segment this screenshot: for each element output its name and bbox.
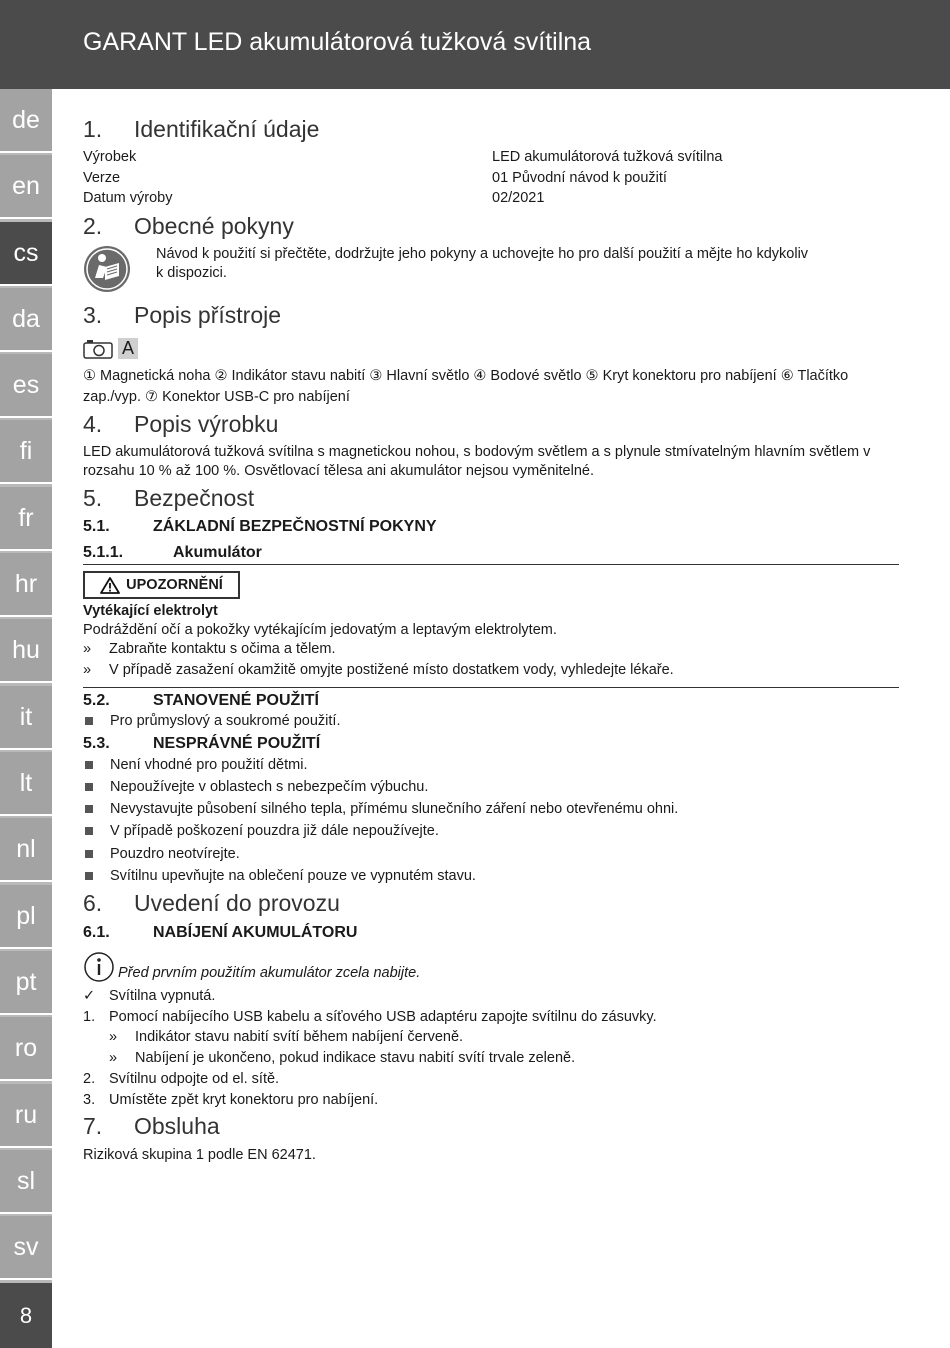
list-item [83, 778, 428, 797]
section-1-heading [83, 116, 319, 143]
warning-heading: Vytékající elektrolyt [83, 603, 218, 619]
subsection-number: 5.1. [83, 518, 110, 535]
subsection-5-1-heading [83, 518, 437, 536]
id-value: 01 Původní návod k použití [492, 170, 667, 186]
general-notes-text: k dispozici. [156, 265, 227, 281]
section-4-heading [83, 411, 278, 438]
step-text: Pomocí nabíjecího USB kabelu a síťového USB adaptéru zapojte svítilnu do zásuvky. [109, 1009, 657, 1025]
section-title: Popis výrobku [134, 411, 279, 437]
warning-label-text: UPOZORNĚNÍ [126, 577, 223, 593]
step-text: Zabraňte kontaktu s očima a tělem. [109, 641, 336, 657]
id-label: Datum výroby [83, 190, 173, 206]
section-number: 3. [83, 302, 103, 328]
section-7-heading [83, 1113, 220, 1140]
list-item [83, 800, 678, 819]
subsection-5-3-heading [83, 735, 320, 753]
id-label: Verze [83, 170, 121, 186]
page-number: 8 [0, 1283, 52, 1348]
product-description: rozsahu 10 % až 100 %. Osvětlovací tělesa ani akumulátor nejsou vyměnitelné. [83, 463, 594, 479]
list-item-text: Svítilnu upevňujte na oblečení pouze ve vypnutém stavu. [110, 868, 476, 884]
check-icon: ✓ [83, 988, 96, 1004]
section-title: Uvedení do provozu [134, 890, 340, 916]
lang-tab-sv[interactable]: sv [0, 1216, 52, 1280]
subsection-title: NESPRÁVNÉ POUŽITÍ [153, 735, 321, 752]
section-title: Popis přístroje [134, 302, 282, 328]
product-description: LED akumulátorová tužková svítilna s magnetickou nohou, s bodovým světlem a s plynule stmívatelným hlavním světlem v [83, 444, 871, 460]
section-3-heading [83, 302, 281, 329]
parts-list: zap./vyp. ⑦ Konektor USB-C pro nabíjení [83, 389, 350, 405]
lang-tab-it[interactable]: it [0, 686, 52, 750]
lang-tab-de[interactable]: de [0, 89, 52, 153]
section-number: 5. [83, 485, 103, 511]
lang-tab-en[interactable]: en [0, 155, 52, 219]
page-header [0, 0, 950, 89]
bullet-icon [85, 872, 93, 880]
subsection-title: Akumulátor [173, 544, 262, 561]
precondition [83, 987, 215, 1006]
lang-tab-da[interactable]: da [0, 288, 52, 352]
section-2-heading [83, 213, 294, 240]
lang-tab-fr[interactable]: fr [0, 487, 52, 551]
subsection-5-2-heading [83, 692, 319, 710]
step [83, 1070, 279, 1089]
step-text: V případě zasažení okamžitě omyjte postižené místo dostatkem vody, vyhledejte lékaře. [109, 662, 674, 678]
lang-tab-pl[interactable]: pl [0, 885, 52, 949]
bullet-icon [85, 783, 93, 791]
bullet-icon [85, 805, 93, 813]
read-manual-icon [83, 245, 131, 293]
bullet-icon [85, 717, 93, 725]
step-marker: » [83, 662, 92, 678]
figure-label: A [118, 338, 138, 359]
lang-tab-hu[interactable]: hu [0, 619, 52, 683]
list-item [83, 867, 476, 886]
id-label: Výrobek [83, 149, 137, 165]
divider [83, 564, 899, 565]
section-number: 7. [83, 1113, 103, 1139]
lang-tab-sl[interactable]: sl [0, 1150, 52, 1214]
section-5-heading [83, 485, 254, 512]
warning-step [83, 640, 335, 659]
lang-tab-es[interactable]: es [0, 354, 52, 418]
warning-text: Podráždění očí a pokožky vytékajícím jedovatým a leptavým elektrolytem. [83, 622, 557, 638]
bullet-icon [85, 827, 93, 835]
list-item [83, 845, 240, 864]
list-item-text: Pouzdro neotvírejte. [110, 846, 240, 862]
step-number: 2. [83, 1071, 96, 1087]
risk-group-text: Riziková skupina 1 podle EN 62471. [83, 1147, 316, 1163]
camera-icon [83, 339, 113, 359]
lang-tab-nl[interactable]: nl [0, 818, 52, 882]
lang-tab-ru[interactable]: ru [0, 1084, 52, 1148]
lang-tab-ro[interactable]: ro [0, 1017, 52, 1081]
result-marker: » [109, 1050, 118, 1066]
id-value: LED akumulátorová tužková svítilna [492, 149, 723, 165]
step-marker: » [83, 641, 92, 657]
section-number: 1. [83, 116, 103, 142]
subsection-number: 5.3. [83, 735, 110, 752]
step-text: Svítilnu odpojte od el. sítě. [109, 1071, 280, 1087]
list-item [83, 712, 340, 731]
step [83, 1008, 657, 1027]
step [83, 1091, 378, 1110]
step-result [109, 1028, 463, 1047]
step-number: 3. [83, 1092, 96, 1108]
lang-tab-lt[interactable]: lt [0, 752, 52, 816]
parts-list: ① Magnetická noha ② Indikátor stavu nabití ③ Hlavní světlo ④ Bodové světlo ⑤ Kryt konektoru pro nabíjení ⑥ Tlačítko [83, 368, 849, 384]
section-number: 4. [83, 411, 103, 437]
section-title: Obecné pokyny [134, 213, 294, 239]
lang-tab-cs[interactable]: cs [0, 222, 52, 286]
section-title: Bezpečnost [134, 485, 255, 511]
id-value: 02/2021 [492, 190, 545, 206]
subsection-number: 5.2. [83, 692, 110, 709]
divider [83, 687, 899, 688]
section-title: Obsluha [134, 1113, 220, 1139]
section-number: 2. [83, 213, 103, 239]
lang-tab-fi[interactable]: fi [0, 420, 52, 484]
subsection-5-1-1-heading [83, 544, 262, 562]
list-item [83, 756, 307, 775]
section-number: 6. [83, 890, 103, 916]
subsection-title: NABÍJENÍ AKUMULÁTORU [153, 924, 358, 941]
section-6-heading [83, 890, 340, 917]
list-item [83, 822, 439, 841]
language-sidebar [0, 89, 52, 1348]
warning-step [83, 661, 674, 680]
step-text: Umístěte zpět kryt konektoru pro nabíjení. [109, 1092, 379, 1108]
result-text: Indikátor stavu nabití svítí během nabíjení červeně. [135, 1029, 464, 1045]
section-title: Identifikační údaje [134, 116, 320, 142]
charging-note: Před prvním použitím akumulátor zcela nabijte. [118, 965, 421, 981]
subsection-title: ZÁKLADNÍ BEZPEČNOSTNÍ POKYNY [153, 518, 437, 535]
list-item-text: V případě poškození pouzdra již dále nepoužívejte. [110, 823, 439, 839]
list-item-text: Nepoužívejte v oblastech s nebezpečím výbuchu. [110, 779, 429, 795]
lang-tab-hr[interactable]: hr [0, 553, 52, 617]
document-title: GARANT LED akumulátorová tužková svítilna [83, 28, 592, 56]
lang-tab-pt[interactable]: pt [0, 951, 52, 1015]
general-notes-text: Návod k použití si přečtěte, dodržujte jeho pokyny a uchovejte ho pro další použití a mějte ho kdykoliv [156, 246, 809, 262]
list-item-text: Pro průmyslový a soukromé použití. [110, 713, 341, 729]
result-text: Nabíjení je ukončeno, pokud indikace stavu nabití svítí trvale zeleně. [135, 1050, 576, 1066]
step-number: 1. [83, 1009, 96, 1025]
step-result [109, 1049, 575, 1068]
info-icon [83, 952, 115, 982]
list-item-text: Není vhodné pro použití dětmi. [110, 757, 308, 773]
warning-label [83, 571, 240, 599]
list-item-text: Nevystavujte působení silného tepla, přímému slunečního záření nebo otevřenému ohni. [110, 801, 679, 817]
bullet-icon [85, 850, 93, 858]
subsection-6-1-heading [83, 924, 357, 942]
result-marker: » [109, 1029, 118, 1045]
subsection-number: 6.1. [83, 924, 110, 941]
subsection-number: 5.1.1. [83, 544, 124, 561]
subsection-title: STANOVENÉ POUŽITÍ [153, 692, 319, 709]
bullet-icon [85, 761, 93, 769]
precondition-text: Svítilna vypnutá. [109, 988, 216, 1004]
warning-triangle-icon [100, 577, 120, 594]
